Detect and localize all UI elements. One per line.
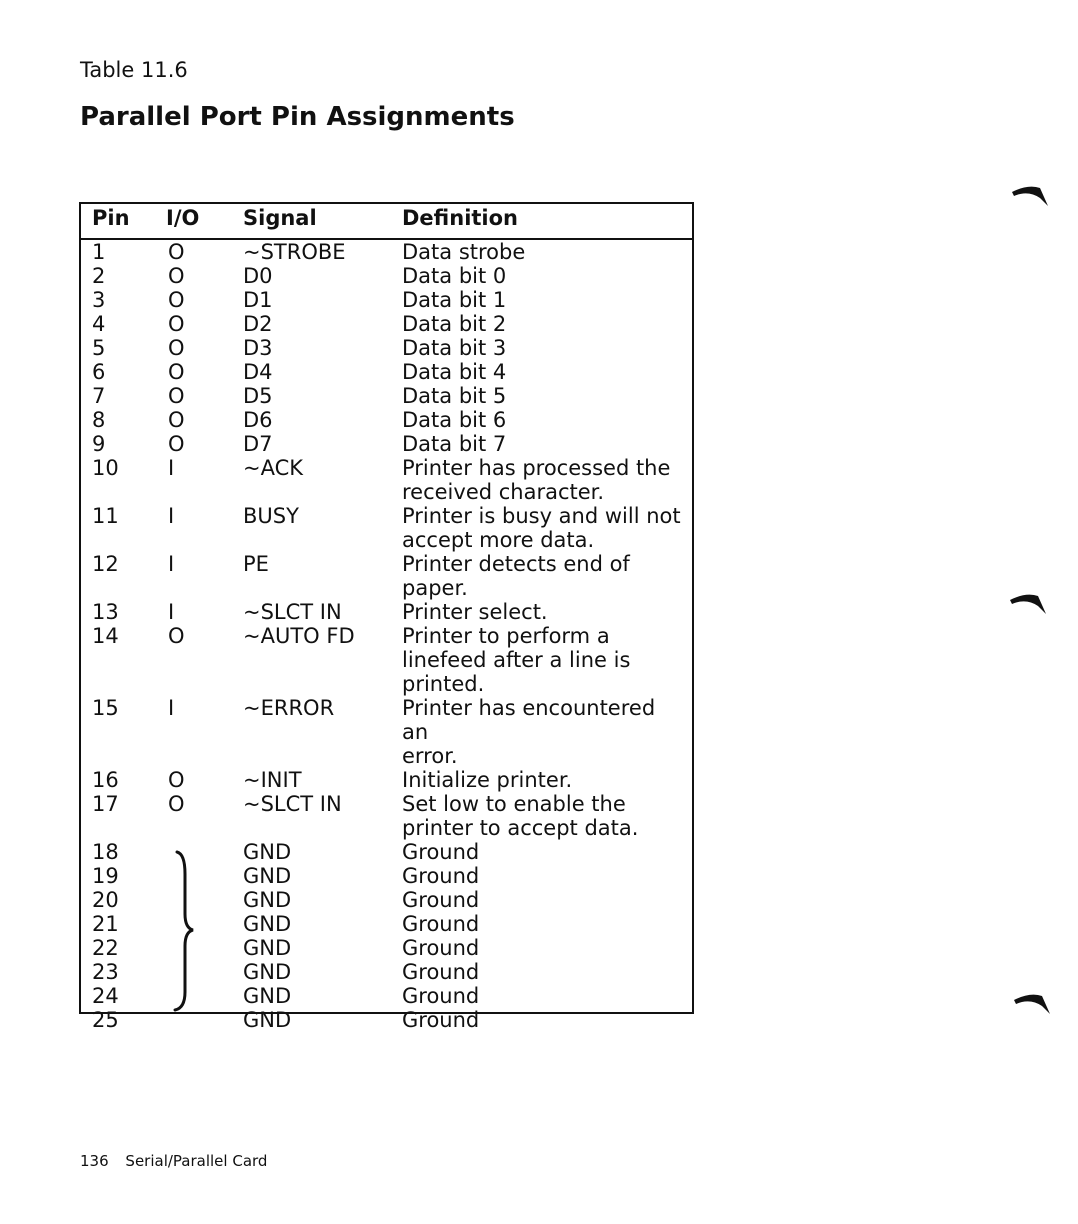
definition-cell: Ground [402,960,480,984]
io-cell: I [168,504,175,528]
pin-cell: 3 [92,288,106,312]
pin-cell: 1 [92,240,106,264]
margin-mark-icon [1012,988,1052,1016]
signal-cell: ~SLCT IN [243,792,342,816]
signal-cell: ~ERROR [243,696,335,720]
table-row [81,336,692,360]
table-row [81,264,692,288]
pin-cell: 22 [92,936,119,960]
pin-cell: 21 [92,912,119,936]
table-row [81,504,692,552]
signal-cell: D5 [243,384,273,408]
definition-cell: Set low to enable the printer to accept data. [402,792,639,840]
table-row [81,456,692,504]
header-definition: Definition [402,206,519,230]
io-cell: O [168,624,185,648]
pin-cell: 6 [92,360,106,384]
page-number: 136 [80,1152,109,1170]
signal-cell: D2 [243,312,273,336]
definition-cell: Ground [402,984,480,1008]
pin-cell: 15 [92,696,119,720]
io-cell: O [168,312,185,336]
page-footer [80,1152,267,1170]
table-row [81,624,692,696]
ground-brace-icon [163,844,203,1012]
io-cell: O [168,792,185,816]
pin-assignment-table [79,202,694,1032]
pin-cell: 9 [92,432,106,456]
signal-cell: GND [243,984,292,1008]
table-title: Parallel Port Pin Assignments [80,102,515,132]
table-row [81,600,692,624]
definition-cell: Ground [402,864,480,888]
pin-cell: 16 [92,768,119,792]
pin-cell: 19 [92,864,119,888]
definition-cell: Ground [402,936,480,960]
io-cell: I [168,600,175,624]
table-row [81,240,692,264]
table-row [81,384,692,408]
table-row [81,288,692,312]
signal-cell: D6 [243,408,273,432]
io-cell: O [168,432,185,456]
table-row [81,408,692,432]
header-io: I/O [166,206,200,230]
table-row [81,696,692,768]
header-signal: Signal [243,206,317,230]
definition-cell: Data bit 0 [402,264,507,288]
signal-cell: ~STROBE [243,240,346,264]
definition-cell: Data bit 4 [402,360,507,384]
io-cell: O [168,408,185,432]
footer-section: Serial/Parallel Card [125,1152,268,1170]
definition-cell: Ground [402,1008,480,1032]
definition-cell: Data bit 1 [402,288,507,312]
signal-cell: GND [243,1008,292,1032]
pin-cell: 4 [92,312,106,336]
definition-cell: Printer detects end of paper. [402,552,630,600]
pin-cell: 23 [92,960,119,984]
signal-cell: D4 [243,360,273,384]
header-pin: Pin [92,206,130,230]
margin-mark-icon [1008,588,1048,616]
pin-cell: 25 [92,1008,119,1032]
signal-cell: ~INIT [243,768,302,792]
pin-cell: 10 [92,456,119,480]
io-cell: O [168,264,185,288]
definition-cell: Ground [402,912,480,936]
table-header-row [81,204,692,240]
pin-cell: 5 [92,336,106,360]
signal-cell: D0 [243,264,273,288]
definition-cell: Data bit 7 [402,432,507,456]
table-row [81,768,692,792]
io-cell: I [168,456,175,480]
pin-cell: 11 [92,504,119,528]
io-cell: O [168,768,185,792]
definition-cell: Printer has encountered an error. [402,696,656,768]
signal-cell: GND [243,960,292,984]
definition-cell: Data bit 3 [402,336,507,360]
signal-cell: D7 [243,432,273,456]
table-row [81,312,692,336]
io-cell: O [168,336,185,360]
io-cell: O [168,240,185,264]
table-row [81,792,692,840]
signal-cell: ~ACK [243,456,304,480]
definition-cell: Printer to perform a linefeed after a line is printed. [402,624,631,696]
signal-cell: BUSY [243,504,299,528]
definition-cell: Ground [402,888,480,912]
signal-cell: GND [243,840,292,864]
definition-cell: Data strobe [402,240,526,264]
margin-mark-icon [1010,180,1050,208]
table-row [81,360,692,384]
signal-cell: D1 [243,288,273,312]
definition-cell: Data bit 2 [402,312,507,336]
definition-cell: Data bit 5 [402,384,507,408]
definition-cell: Data bit 6 [402,408,507,432]
io-cell: O [168,384,185,408]
table-row [81,552,692,600]
signal-cell: ~AUTO FD [243,624,355,648]
io-cell: I [168,696,175,720]
signal-cell: ~SLCT IN [243,600,342,624]
table-caption: Table 11.6 [80,58,188,82]
pin-cell: 12 [92,552,119,576]
pin-cell: 14 [92,624,119,648]
io-cell: I [168,552,175,576]
pin-cell: 2 [92,264,106,288]
pin-cell: 17 [92,792,119,816]
pin-cell: 13 [92,600,119,624]
definition-cell: Printer is busy and will not accept more data. [402,504,681,552]
pin-cell: 24 [92,984,119,1008]
definition-cell: Ground [402,840,480,864]
definition-cell: Printer has processed the received character. [402,456,671,504]
definition-cell: Initialize printer. [402,768,573,792]
signal-cell: D3 [243,336,273,360]
signal-cell: GND [243,888,292,912]
pin-cell: 7 [92,384,106,408]
pin-cell: 8 [92,408,106,432]
io-cell: O [168,360,185,384]
signal-cell: GND [243,864,292,888]
signal-cell: GND [243,936,292,960]
table-row [81,432,692,456]
pin-cell: 20 [92,888,119,912]
definition-cell: Printer select. [402,600,548,624]
signal-cell: GND [243,912,292,936]
io-cell: O [168,288,185,312]
pin-cell: 18 [92,840,119,864]
signal-cell: PE [243,552,269,576]
